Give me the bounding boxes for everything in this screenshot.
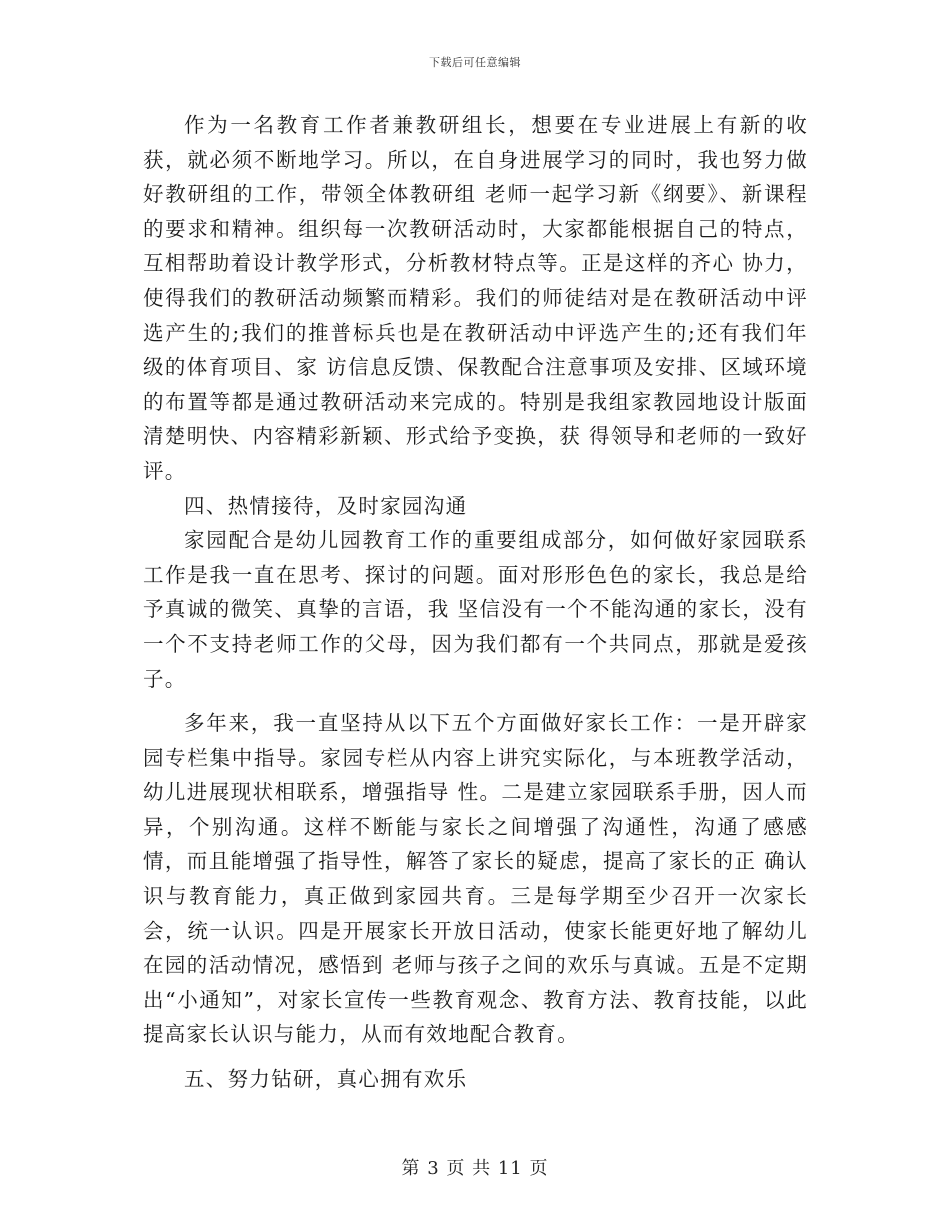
section-heading-5: 五、努力钻研，真心拥有欢乐 — [184, 1067, 468, 1092]
page-number-footer: 第 3 页 共 11 页 — [401, 1158, 549, 1179]
section-heading-4: 四、热情接待，及时家园沟通 — [184, 493, 468, 518]
header-note: 下载后可任意编辑 — [429, 56, 521, 69]
paragraph-teaching-research: 作为一名教育工作者兼教研组长，想要在专业进展上有新的收获，就必须不断地学习。所以，在自身进展学习的同时，我也努力做好教研组的工作，带领全体教研组 老师一起学习新《纲要》、新课程的要求和精神。组织每一次教研活动时，大家都能根据自己的特点，互相帮助着设计教学形式，分析教材特点等。正是这样的齐心 协力，使得我们的教研活动频繁而精彩。我们的师徒结对是在教研活动中评选产生的;我们的推普标兵也是在教研活动中评选产生的;还有我们年级的体育项目、家 访信息反馈、保教配合注意事项及安排、区域环境的布置等都是通过教研活动来完成的。特别是我组家教园地设计版面清楚明快、内容精彩新颖、形式给予变换，获 得领导和老师的一致好评。 — [143, 113, 808, 483]
document-body — [143, 108, 808, 1097]
paragraph-parent-work: 多年来，我一直坚持从以下五个方面做好家长工作：一是开辟家园专栏集中指导。家园专栏从内容上讲究实际化，与本班教学活动，幼儿进展现状相联系，增强指导 性。二是建立家园联系手册，因人而异，个别沟通。这样不断能与家长之间增强了沟通性，沟通了感感情，而且能增强了指导性，解答了家长的疑虑，提高了家长的正 确认识与教育能力，真正做到家园共育。三是每学期至少召开一次家长会，统一认识。四是开展家长开放日活动，使家长能更好地了解幼儿在园的活动情况，感悟到 老师与孩子之间的欢乐与真诚。五是不定期出“小通知”，对家长宣传一些教育观念、教育方法、教育技能，以此提高家长认识与能力，从而有效地配合教育。 — [143, 711, 808, 1047]
paragraph-home-school-cooperation: 家园配合是幼儿园教育工作的重要组成部分，如何做好家园联系工作是我一直在思考、探讨的问题。面对形形色色的家长，我总是给予真诚的微笑、真挚的言语，我 坚信没有一个不能沟通的家长，没有一个不支持老师工作的父母，因为我们都有一个共同点，那就是爱孩子。 — [143, 528, 808, 691]
